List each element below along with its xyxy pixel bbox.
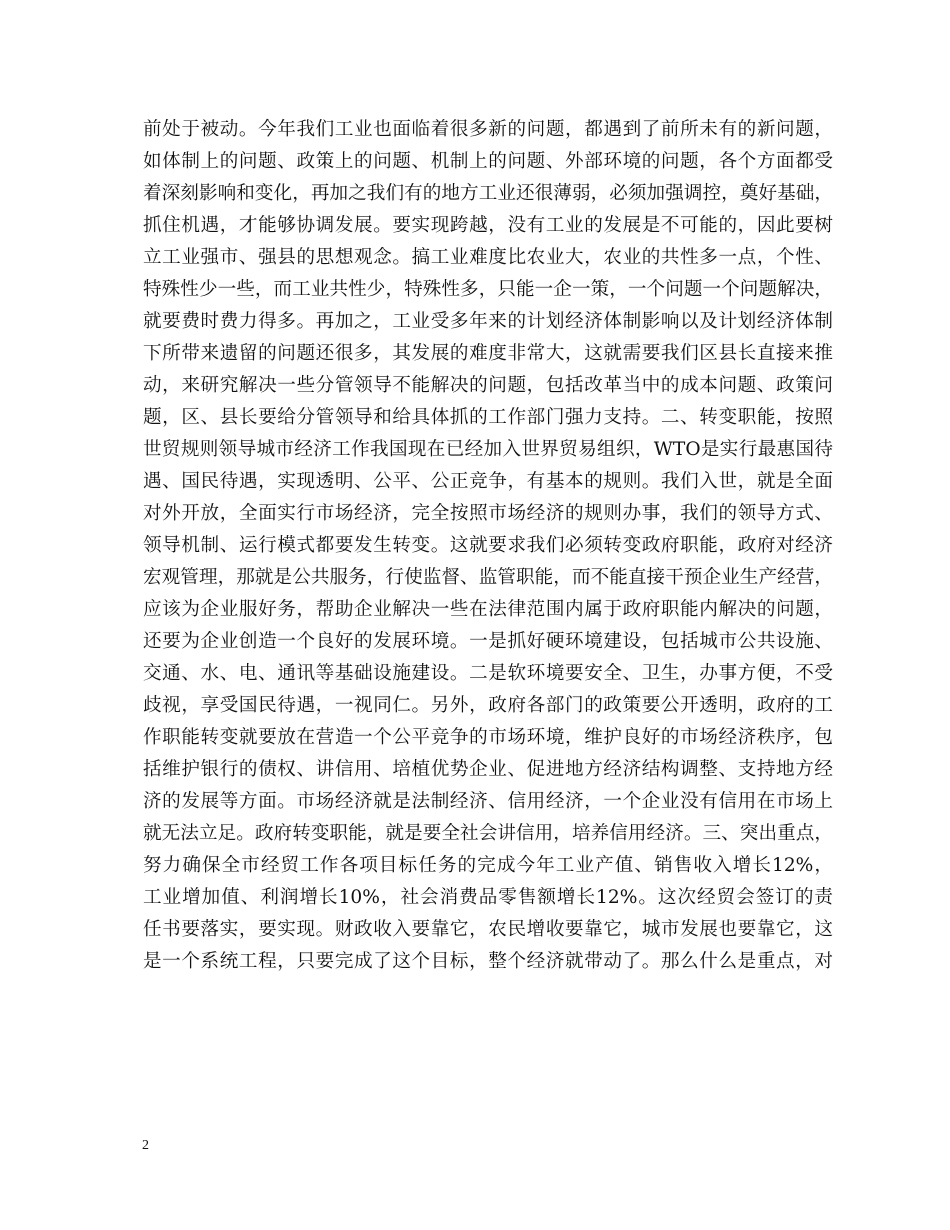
text-line: 下所带来遗留的问题还很多，其发展的难度非常大，这就需要我们区县长直接来推 bbox=[143, 343, 833, 364]
text-line: 就无法立足。政府转变职能，就是要全社会讲信用，培养信用经济。三、突出重点， bbox=[143, 823, 833, 844]
page-number: 2 bbox=[142, 1138, 149, 1153]
text-line: 济的发展等方面。市场经济就是法制经济、信用经济，一个企业没有信用在市场上 bbox=[143, 791, 833, 812]
text-line: 抓住机遇，才能够协调发展。要实现跨越，没有工业的发展是不可能的，因此要树 bbox=[143, 215, 833, 236]
text-line: 作职能转变就要放在营造一个公平竞争的市场环境，维护良好的市场经济秩序，包 bbox=[143, 727, 833, 748]
text-line: 特殊性少一些，而工业共性少，特殊性多，只能一企一策，一个问题一个问题解决， bbox=[143, 279, 833, 300]
text-line: 世贸规则领导城市经济工作我国现在已经加入世界贸易组织，WTO是实行最惠国待 bbox=[143, 439, 833, 460]
text-line: 应该为企业服好务，帮助企业解决一些在法律范围内属于政府职能内解决的问题， bbox=[143, 599, 833, 620]
text-line: 前处于被动。今年我们工业也面临着很多新的问题，都遇到了前所未有的新问题， bbox=[143, 119, 833, 140]
text-line: 对外开放，全面实行市场经济，完全按照市场经济的规则办事，我们的领导方式、 bbox=[143, 503, 833, 524]
text-line: 工业增加值、利润增长10%，社会消费品零售额增长12%。这次经贸会签订的责 bbox=[143, 887, 833, 908]
text-line: 任书要落实，要实现。财政收入要靠它，农民增收要靠它，城市发展也要靠它，这 bbox=[143, 919, 833, 940]
body-text bbox=[143, 114, 833, 978]
text-line: 交通、水、电、通讯等基础设施建设。二是软环境要安全、卫生，办事方便，不受 bbox=[143, 663, 833, 684]
text-line: 遇、国民待遇，实现透明、公平、公正竞争，有基本的规则。我们入世，就是全面 bbox=[143, 471, 833, 492]
text-line: 如体制上的问题、政策上的问题、机制上的问题、外部环境的问题，各个方面都受 bbox=[143, 151, 833, 172]
text-line: 宏观管理，那就是公共服务，行使监督、监管职能，而不能直接干预企业生产经营， bbox=[143, 567, 833, 588]
text-line: 动，来研究解决一些分管领导不能解决的问题，包括改革当中的成本问题、政策问 bbox=[143, 375, 833, 396]
text-line: 题，区、县长要给分管领导和给具体抓的工作部门强力支持。二、转变职能，按照 bbox=[143, 407, 833, 428]
text-line: 就要费时费力得多。再加之，工业受多年来的计划经济体制影响以及计划经济体制 bbox=[143, 311, 833, 332]
text-line: 还要为企业创造一个良好的发展环境。一是抓好硬环境建设，包括城市公共设施、 bbox=[143, 631, 833, 652]
text-line: 努力确保全市经贸工作各项目标任务的完成今年工业产值、销售收入增长12%， bbox=[143, 855, 833, 876]
text-line: 括维护银行的债权、讲信用、培植优势企业、促进地方经济结构调整、支持地方经 bbox=[143, 759, 833, 780]
text-line: 着深刻影响和变化，再加之我们有的地方工业还很薄弱，必须加强调控，奠好基础， bbox=[143, 183, 833, 204]
text-line: 是一个系统工程，只要完成了这个目标，整个经济就带动了。那么什么是重点，对 bbox=[143, 951, 833, 972]
text-line: 领导机制、运行模式都要发生转变。这就要求我们必须转变政府职能，政府对经济 bbox=[143, 535, 833, 556]
text-line: 歧视，享受国民待遇，一视同仁。另外，政府各部门的政策要公开透明，政府的工 bbox=[143, 695, 833, 716]
text-line: 立工业强市、强县的思想观念。搞工业难度比农业大，农业的共性多一点，个性、 bbox=[143, 247, 833, 268]
